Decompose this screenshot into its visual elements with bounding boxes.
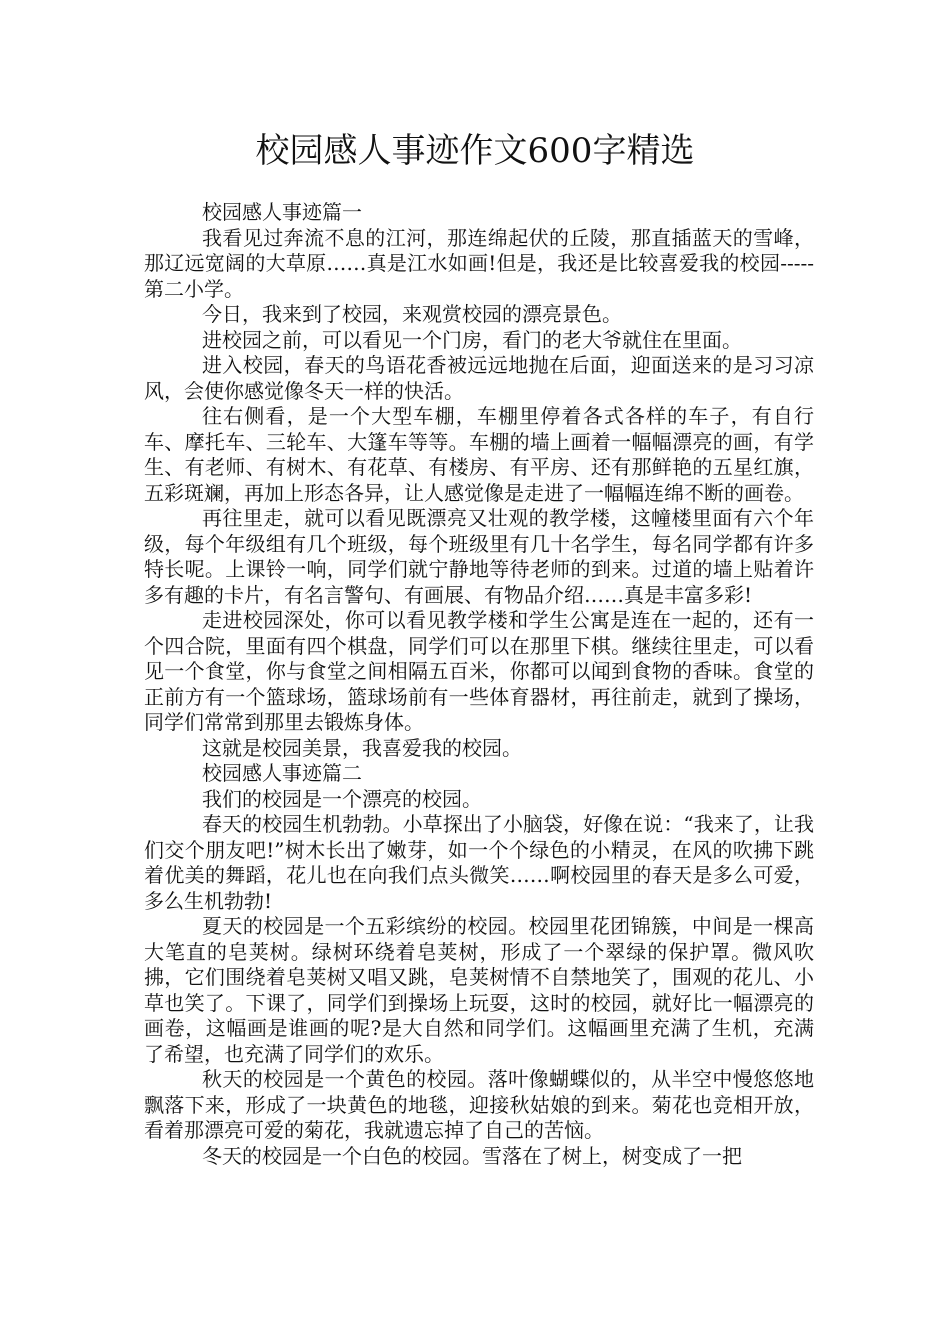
paragraph: 今日，我来到了校园，来观赏校园的漂亮景色。 <box>202 302 622 326</box>
paragraph: 走进校园深处，你可以看见教学楼和学生公寓是连在一起的，还有一个四合院，里面有四个棋盘，同学们可以在那里下棋。继续往里走，可以看见一个食堂，你与食堂之间相隔五百米，你都可以闻到食物的香味。食堂的正前方有一个篮球场，篮球场前有一些体育器材，再往前走，就到了操场，同学们常常到那里去锻炼身体。 <box>144 608 814 734</box>
document-title: 校园感人事迹作文600字精选 <box>255 131 695 171</box>
paragraph: 秋天的校园是一个黄色的校园。落叶像蝴蝶似的，从半空中慢悠悠地飘落下来，形成了一块黄色的地毯，迎接秋姑娘的到来。菊花也竞相开放，看着那漂亮可爱的菊花，我就遗忘掉了自己的苦恼。 <box>144 1067 814 1142</box>
paragraph: 这就是校园美景，我喜爱我的校园。 <box>202 735 522 760</box>
paragraph: 夏天的校园是一个五彩缤纷的校园。校园里花团锦簇，中间是一棵高大笔直的皂荚树。绿树环绕着皂荚树，形成了一个翠绿的保护罩。微风吹拂，它们围绕着皂荚树又唱又跳，皂荚树情不自禁地笑了，围观的花儿、小草也笑了。下课了，同学们到操场上玩耍，这时的校园，就好比一幅漂亮的画卷，这幅画是谁画的呢?是大自然和同学们。这幅画里充满了生机，充满了希望，也充满了同学们的欢乐。 <box>144 914 814 1066</box>
section-heading-1: 校园感人事迹篇一 <box>202 200 362 224</box>
section-heading-2: 校园感人事迹篇二 <box>202 761 362 785</box>
paragraph: 往右侧看，是一个大型车棚，车棚里停着各式各样的车子，有自行车、摩托车、三轮车、大篷车等等。车棚的墙上画着一幅幅漂亮的画，有学生、有老师、有树木、有花草、有楼房、有平房、还有那鲜艳的五星红旗，五彩斑斓，再加上形态各异，让人感觉像是走进了一幅幅连绵不断的画卷。 <box>144 404 814 505</box>
paragraph: 冬天的校园是一个白色的校园。雪落在了树上，树变成了一把 <box>202 1143 742 1168</box>
paragraph: 我看见过奔流不息的江河，那连绵起伏的丘陵，那直插蓝天的雪峰，那辽远宽阔的大草原……真是江水如画!但是，我还是比较喜爱我的校园-----第二小学。 <box>144 225 814 301</box>
document-body <box>144 200 814 1169</box>
paragraph: 再往里走，就可以看见既漂亮又壮观的教学楼，这幢楼里面有六个年级，每个年级组有几个班级，每个班级里有几十名学生，每名同学都有许多特长呢。上课铃一响，同学们就宁静地等待老师的到来。过道的墙上贴着许多有趣的卡片，有名言警句、有画展、有物品介绍……真是丰富多彩! <box>144 506 814 607</box>
paragraph: 进校园之前，可以看见一个门房，看门的老大爷就住在里面。 <box>202 327 742 352</box>
paragraph: 进入校园，春天的鸟语花香被远远地抛在后面，迎面送来的是习习凉风，会使你感觉像冬天一样的快活。 <box>144 353 814 403</box>
paragraph: 我们的校园是一个漂亮的校园。 <box>202 786 482 811</box>
paragraph: 春天的校园生机勃勃。小草探出了小脑袋，好像在说：“我来了，让我们交个朋友吧!”树木长出了嫩芽，如一个个绿色的小精灵，在风的吹拂下跳着优美的舞蹈，花儿也在向我们点头微笑……啊校园里的春天是多么可爱，多么生机勃勃! <box>144 812 814 913</box>
